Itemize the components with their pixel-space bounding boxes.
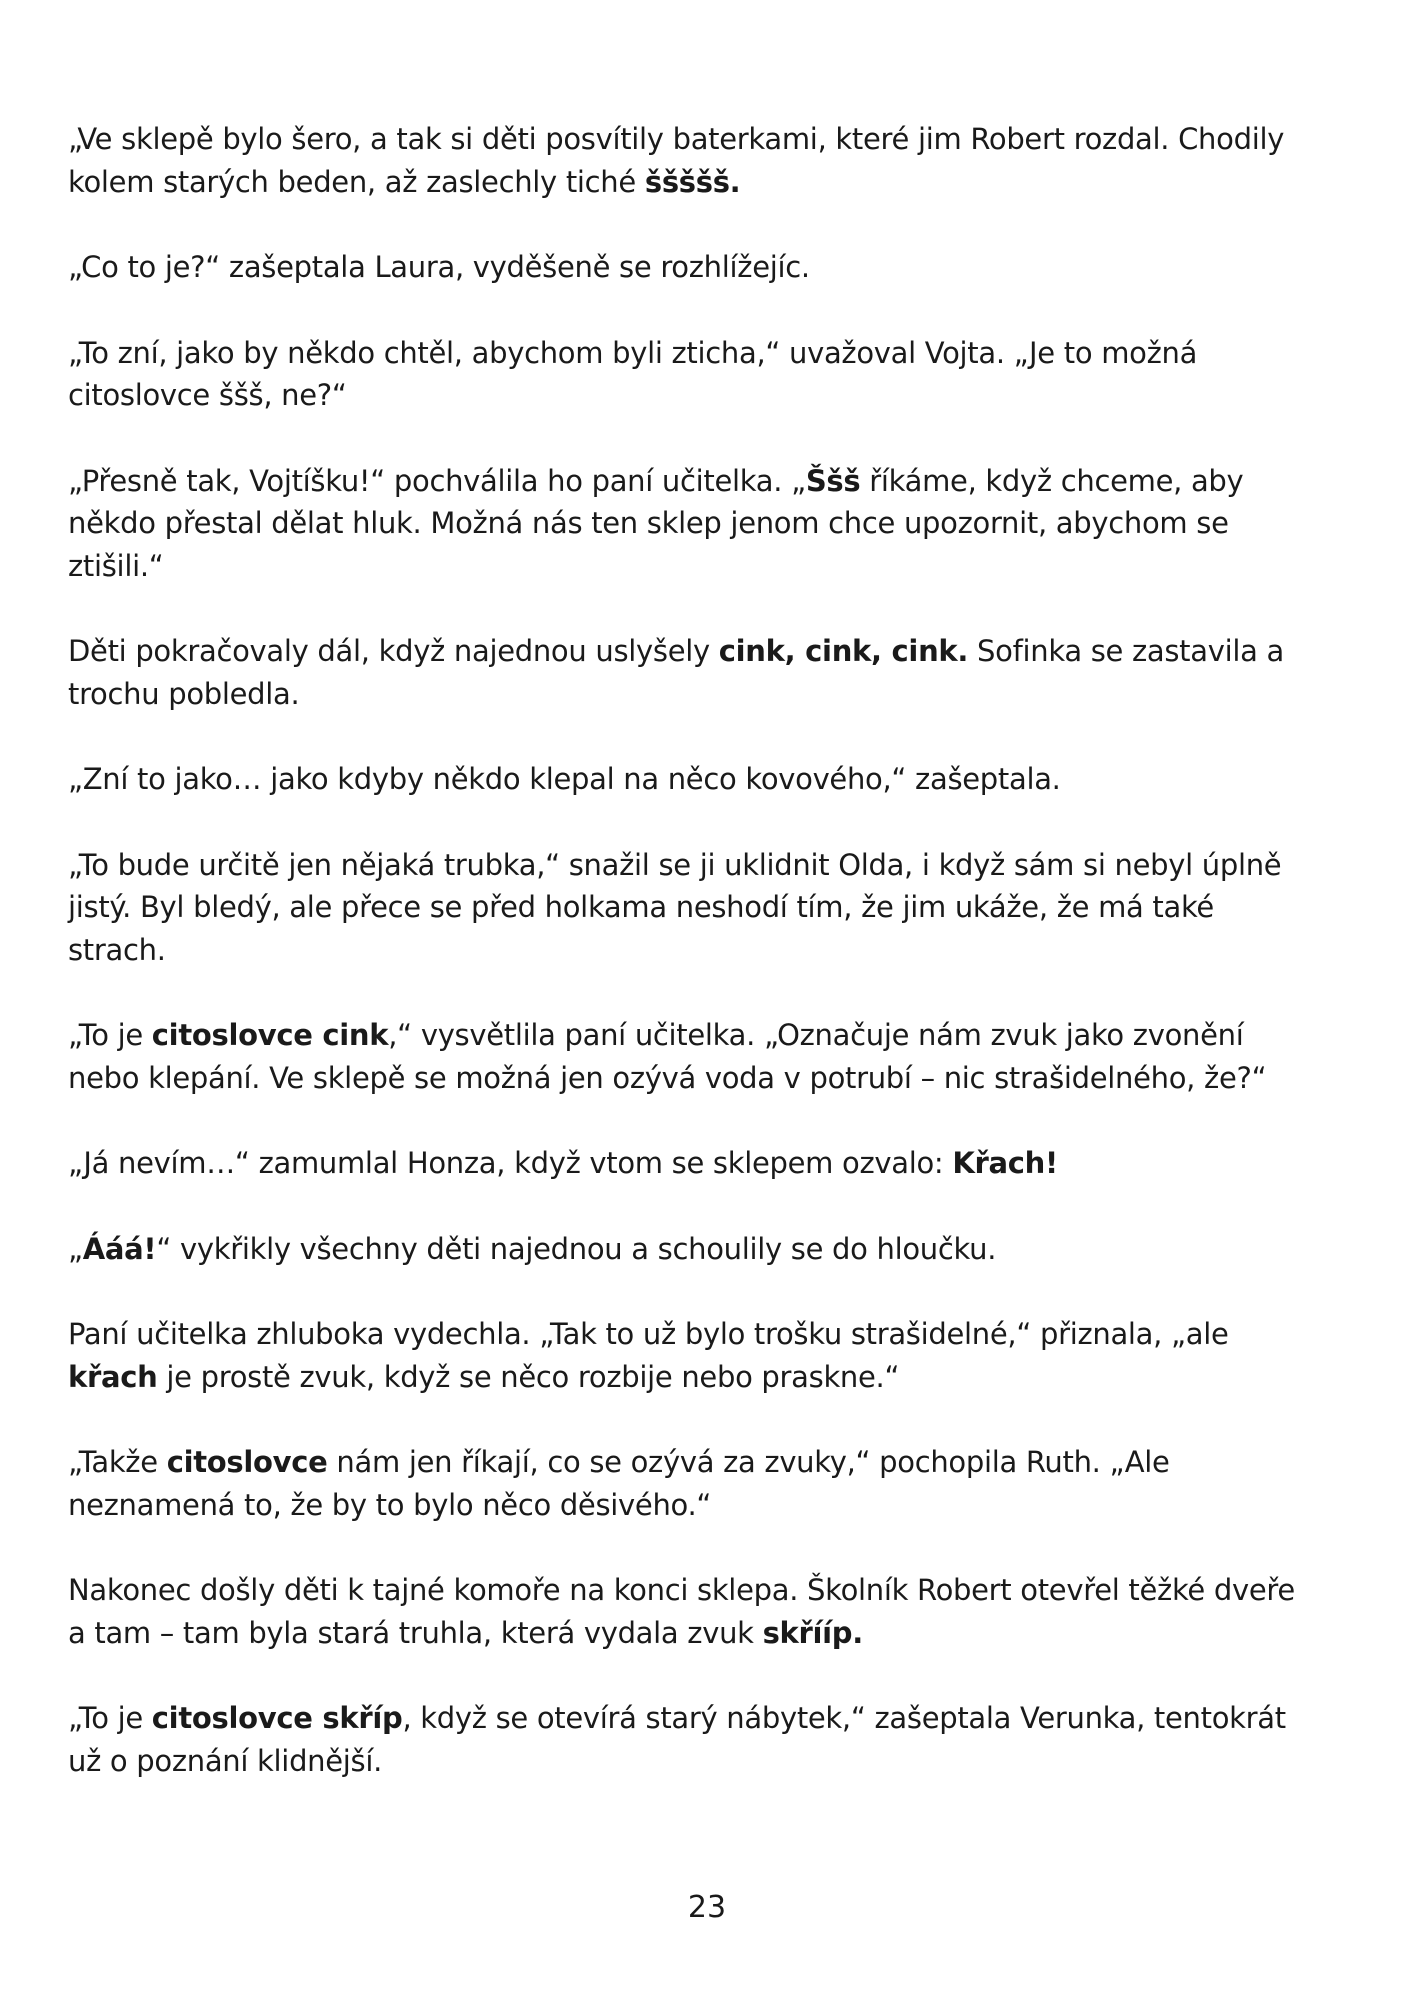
paragraph: „Takže citoslovce nám jen říkají, co se ozývá za zvuky,“ pochopila Ruth. „Ale neznamená to, že by to bylo něco děsivého.“ <box>68 1445 1170 1522</box>
paragraph: „Zní to jako… jako kdyby někdo klepal na něco kovového,“ zašeptala. <box>68 762 1061 796</box>
paragraph: Paní učitelka zhluboka vydechla. „Tak to už bylo trošku strašidelné,“ přiznala, „ale křach je prostě zvuk, když se něco rozbije nebo praskne.“ <box>68 1317 1229 1394</box>
paragraph: „Ááá!“ vykřikly všechny děti najednou a schoulily se do hloučku. <box>68 1231 997 1266</box>
paragraph: Děti pokračovaly dál, když najednou uslyšely cink, cink, cink. Sofinka se zastavila a trochu pobledla. <box>68 634 1284 711</box>
paragraph: „Já nevím…“ zamumlal Honza, když vtom se sklepem ozvalo: Křach! <box>68 1146 1058 1180</box>
page-number: 23 <box>687 1890 727 1925</box>
paragraph: „To je citoslovce skříp, když se otevírá starý nábytek,“ zašeptala Verunka, tentokrát už o poznání klidnější. <box>68 1701 1286 1778</box>
paragraph: „Ve sklepě bylo šero, a tak si děti posvítily baterkami, které jim Robert rozdal. Chodily kolem starých beden, až zaslechly tiché ššššš. <box>68 122 1285 199</box>
paragraph: „To zní, jako by někdo chtěl, abychom byli zticha,“ uvažoval Vojta. „Je to možná citoslovce ššš, ne?“ <box>68 335 1198 412</box>
paragraph: „Co to je?“ zašeptala Laura, vyděšeně se rozhlížejíc. <box>68 250 810 284</box>
paragraph: „To je citoslovce cink,“ vysvětlila paní učitelka. „Označuje nám zvuk jako zvonění nebo klepání. Ve sklepě se možná jen ozývá voda v potrubí – nic strašidelného, že?“ <box>68 1018 1267 1095</box>
story-text <box>68 118 1318 1825</box>
paragraph: „To bude určitě jen nějaká trubka,“ snažil se ji uklidnit Olda, i když sám si nebyl úplně jistý. Byl bledý, ale přece se před holkama neshodí tím, že jim ukáže, že má také strach. <box>68 847 1282 967</box>
paragraph: „Přesně tak, Vojtíšku!“ pochválila ho paní učitelka. „Ššš říkáme, když chceme, aby někdo přestal dělat hluk. Možná nás ten sklep jenom chce upozornit, abychom se ztišili.“ <box>68 463 1244 583</box>
paragraph: Nakonec došly děti k tajné komoře na konci sklepa. Školník Robert otevřel těžké dveře a tam – tam byla stará truhla, která vydala zvuk skřííp. <box>68 1573 1295 1650</box>
